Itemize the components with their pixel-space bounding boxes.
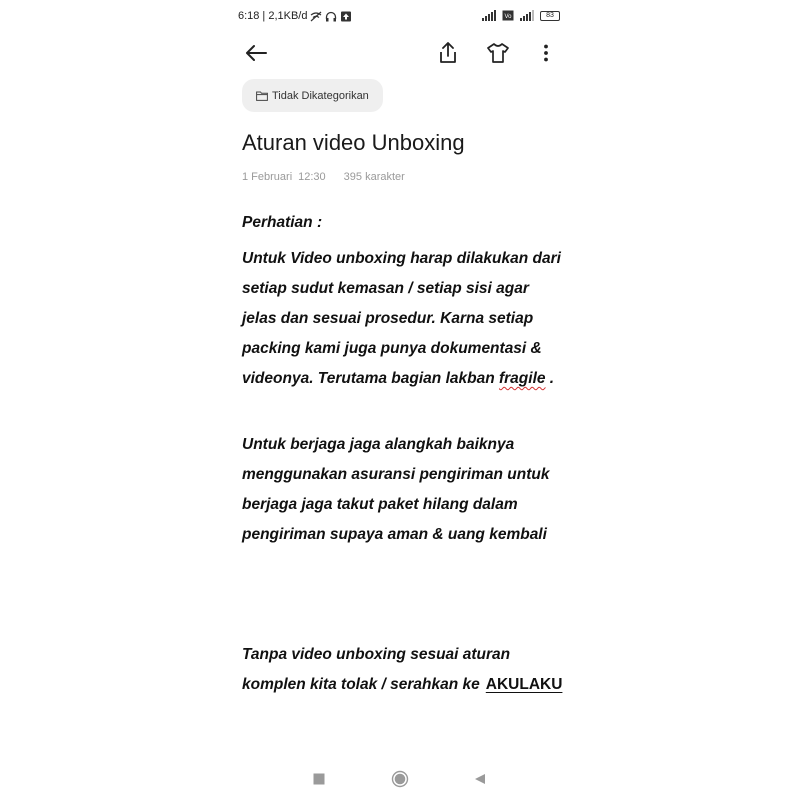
note-line: Untuk berjaga jaga alangkah baiknya (242, 436, 515, 453)
category-label: Tidak Dikategorikan (272, 89, 369, 102)
note-line (242, 670, 572, 700)
system-nav-bar (228, 764, 572, 794)
more-options-button[interactable] (532, 39, 560, 67)
note-heading: Perhatian : (242, 214, 323, 231)
notes-screen (228, 0, 572, 800)
note-time: 12:30 (298, 171, 326, 183)
note-line: pengiriman supaya aman & uang kembali (242, 526, 547, 543)
note-text: videonya. Terutama bagian lakban (242, 370, 499, 387)
note-toolbar (228, 36, 572, 70)
status-bar (228, 8, 572, 28)
note-body[interactable] (242, 208, 572, 700)
note-meta (242, 171, 405, 183)
headphones-icon (325, 11, 337, 22)
nav-back-button[interactable] (469, 768, 491, 790)
status-left (238, 10, 352, 22)
more-vert-icon (543, 44, 549, 62)
upload-icon (340, 11, 352, 22)
no-wifi-icon (310, 11, 322, 22)
blank-line (242, 610, 572, 640)
note-line: setiap sudut kemasan / setiap sisi agar (242, 280, 529, 297)
note-line: jelas dan sesuai prosedur. Karna setiap (242, 310, 534, 327)
recent-apps-button[interactable] (308, 768, 330, 790)
status-time: 6:18 (238, 10, 260, 22)
share-button[interactable] (434, 39, 462, 67)
note-text: komplen kita tolak / serahkan ke (242, 676, 480, 693)
misspelled-word: fragile (498, 370, 546, 387)
note-date: 1 Februari (242, 171, 293, 183)
note-line: packing kami juga punya dokumentasi & (242, 340, 542, 357)
status-right (480, 10, 560, 21)
note-line: menggunakan asuransi pengiriman untuk (242, 466, 550, 483)
brand-text: AKULAKU (485, 676, 563, 693)
status-speed: | 2,1KB/d (262, 10, 308, 22)
tshirt-theme-icon (487, 43, 509, 63)
note-line: Tanpa video unboxing sesuai aturan (242, 646, 511, 663)
note-line: berjaga jaga takut paket hilang dalam (242, 496, 518, 513)
battery-icon: 83 (540, 11, 560, 21)
svg-text:Vo: Vo (504, 14, 512, 20)
share-icon (438, 42, 458, 64)
recent-apps-icon (313, 773, 325, 785)
blank-line (242, 394, 572, 424)
back-triangle-icon (474, 773, 486, 785)
note-line (242, 364, 572, 394)
blank-line (242, 580, 572, 610)
signal-icon (518, 10, 536, 21)
note-text: . (545, 370, 555, 387)
home-icon (391, 770, 409, 788)
back-arrow-icon (245, 44, 267, 62)
blank-line (242, 550, 572, 580)
folder-icon (256, 91, 268, 101)
home-button[interactable] (389, 768, 411, 790)
note-line: Untuk Video unboxing harap dilakukan dari (242, 250, 561, 267)
category-chip[interactable] (242, 79, 383, 112)
back-button[interactable] (242, 39, 270, 67)
char-count: 395 karakter (343, 171, 405, 183)
volte-icon (502, 10, 514, 21)
signal-icon (480, 10, 498, 21)
theme-button[interactable] (484, 39, 512, 67)
note-title[interactable]: Aturan video Unboxing (242, 130, 465, 155)
